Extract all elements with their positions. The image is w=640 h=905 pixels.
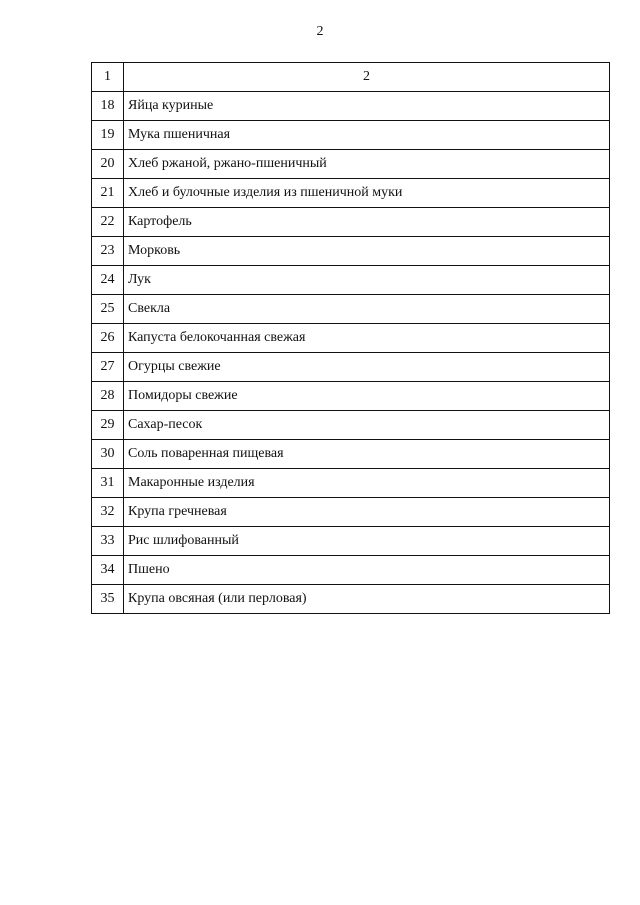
- row-number: 28: [92, 382, 124, 411]
- product-name: Сахар-песок: [124, 411, 610, 440]
- product-name: Макаронные изделия: [124, 469, 610, 498]
- product-name: Хлеб и булочные изделия из пшеничной муки: [124, 179, 610, 208]
- row-number: 35: [92, 585, 124, 614]
- row-number: 25: [92, 295, 124, 324]
- row-number: 27: [92, 353, 124, 382]
- row-number: 26: [92, 324, 124, 353]
- product-name: Свекла: [124, 295, 610, 324]
- table-row: [92, 208, 610, 237]
- row-number: 32: [92, 498, 124, 527]
- product-name: Помидоры свежие: [124, 382, 610, 411]
- product-name: Огурцы свежие: [124, 353, 610, 382]
- header-col-1: 1: [92, 63, 124, 92]
- product-name: Пшено: [124, 556, 610, 585]
- product-name: Хлеб ржаной, ржано-пшеничный: [124, 150, 610, 179]
- table-row: [92, 498, 610, 527]
- row-number: 22: [92, 208, 124, 237]
- table-row: [92, 237, 610, 266]
- row-number: 30: [92, 440, 124, 469]
- product-name: Лук: [124, 266, 610, 295]
- product-name: Яйца куриные: [124, 92, 610, 121]
- table-row: [92, 556, 610, 585]
- table-row: [92, 266, 610, 295]
- row-number: 23: [92, 237, 124, 266]
- row-number: 31: [92, 469, 124, 498]
- product-name: Мука пшеничная: [124, 121, 610, 150]
- table-row: [92, 150, 610, 179]
- table-row: [92, 121, 610, 150]
- table-row: [92, 469, 610, 498]
- table-row: [92, 179, 610, 208]
- row-number: 24: [92, 266, 124, 295]
- row-number: 19: [92, 121, 124, 150]
- page-number: 2: [316, 24, 324, 39]
- product-name: Рис шлифованный: [124, 527, 610, 556]
- row-number: 20: [92, 150, 124, 179]
- table-row: [92, 527, 610, 556]
- table-row: [92, 324, 610, 353]
- row-number: 18: [92, 92, 124, 121]
- table-row: [92, 382, 610, 411]
- product-name: Картофель: [124, 208, 610, 237]
- product-name: Крупа овсяная (или перловая): [124, 585, 610, 614]
- products-table-body: [92, 63, 610, 614]
- product-name: Крупа гречневая: [124, 498, 610, 527]
- table-row: [92, 585, 610, 614]
- product-name: Морковь: [124, 237, 610, 266]
- header-col-2: 2: [124, 63, 610, 92]
- product-name: Капуста белокочанная свежая: [124, 324, 610, 353]
- table-row: [92, 92, 610, 121]
- row-number: 33: [92, 527, 124, 556]
- table-row: [92, 411, 610, 440]
- row-number: 29: [92, 411, 124, 440]
- table-row: [92, 440, 610, 469]
- products-table: [91, 62, 610, 614]
- row-number: 21: [92, 179, 124, 208]
- table-row: [92, 353, 610, 382]
- product-name: Соль поваренная пищевая: [124, 440, 610, 469]
- table-row: [92, 295, 610, 324]
- row-number: 34: [92, 556, 124, 585]
- table-header-row: [92, 63, 610, 92]
